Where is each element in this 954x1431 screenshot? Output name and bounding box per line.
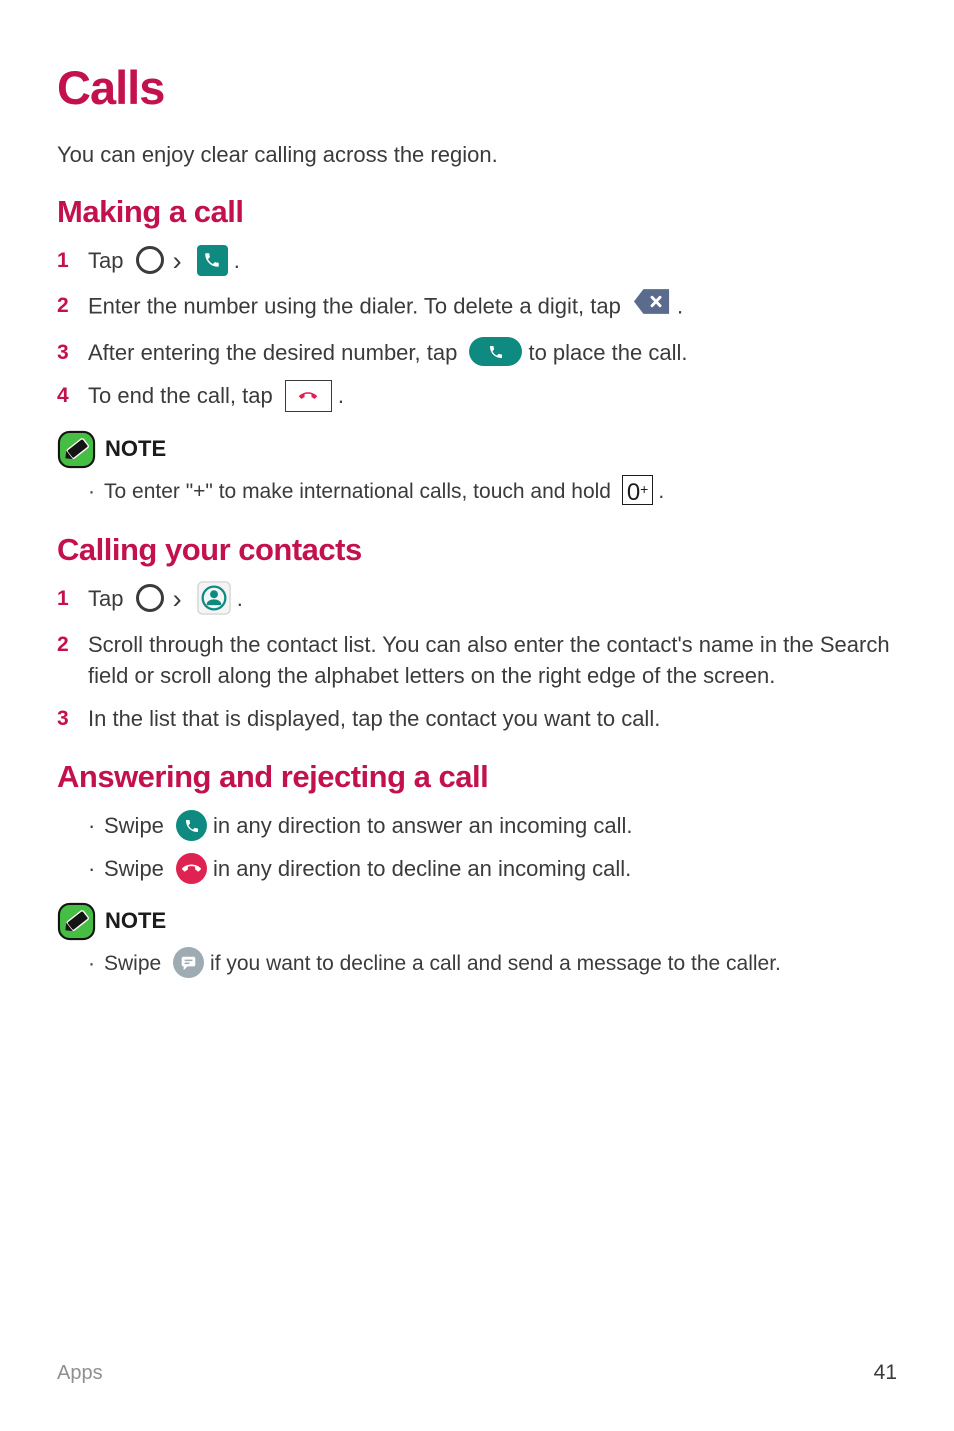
step-text-pre: Tap (88, 248, 124, 274)
bullet-text-post: in any direction to answer an incoming call. (213, 813, 633, 839)
step-text-pre: After entering the desired number, tap (88, 339, 458, 365)
chevron-right-icon: › (172, 584, 182, 615)
step-number: 3 (57, 707, 69, 731)
page-footer (57, 1361, 897, 1385)
step-text-pre: Enter the number using the dialer. To delete a digit, tap (88, 293, 621, 319)
bullet-text-pre: Swipe (104, 813, 164, 839)
key-plus-label: + (640, 481, 649, 498)
note-pencil-icon (57, 902, 96, 941)
note-item (57, 477, 897, 507)
phone-app-icon (197, 245, 228, 276)
answer-call-icon (176, 810, 207, 841)
note-header (57, 430, 897, 469)
step-number: 1 (57, 249, 69, 273)
step-text-post: . (337, 383, 344, 409)
step-number: 4 (57, 384, 69, 408)
note-item-text (104, 949, 894, 980)
note-label: NOTE (105, 908, 167, 934)
step-number: 3 (57, 340, 69, 364)
step-item (57, 703, 897, 734)
note-block (57, 902, 897, 980)
step-item (57, 337, 897, 369)
step-item (57, 245, 897, 278)
step-text: In the list that is displayed, tap the contact you want to call. (88, 706, 661, 732)
step-number: 2 (57, 293, 69, 317)
step-text-pre: To end the call, tap (88, 383, 273, 409)
page-title: Calls (57, 61, 165, 114)
chevron-right-icon: › (172, 246, 182, 277)
bullet-marker: · (88, 479, 95, 503)
note-pencil-icon (57, 430, 96, 469)
step-text-post: . (236, 586, 243, 612)
note-text-post: if you want to decline a call and send a message to the caller. (210, 951, 781, 975)
section-making-a-call (57, 195, 897, 507)
step-text (88, 583, 897, 617)
step-text: Scroll through the contact list. You can also enter the contact's name in the Search field or scroll along the alphabet letters on the right edge of the screen. (88, 632, 890, 689)
bullet-text (104, 810, 894, 843)
home-button-icon (136, 584, 164, 612)
step-item (57, 583, 897, 617)
home-button-icon (136, 246, 164, 274)
message-bubble-icon (173, 947, 204, 978)
backspace-icon (633, 288, 671, 323)
footer-page-number: 41 (873, 1361, 897, 1384)
section-heading-calling-your-contacts: Calling your contacts (57, 532, 362, 568)
section-heading-answering-rejecting: Answering and rejecting a call (57, 759, 489, 795)
bullet-text (104, 853, 894, 886)
note-text-post: . (658, 479, 665, 503)
note-text-pre: Swipe (104, 951, 162, 975)
bullet-marker: · (88, 813, 96, 839)
section-calling-your-contacts (57, 533, 897, 734)
footer-section-label: Apps (57, 1362, 103, 1384)
step-text-post: to place the call. (528, 339, 688, 365)
step-text (88, 380, 897, 413)
note-label: NOTE (105, 436, 167, 462)
bullet-text-post: in any direction to decline an incoming call. (213, 856, 632, 882)
end-call-icon (285, 380, 332, 412)
bullet-marker: · (88, 856, 96, 882)
zero-plus-key-icon (622, 475, 654, 505)
section-heading-making-a-call: Making a call (57, 194, 244, 229)
step-text (88, 337, 897, 369)
section-answering-rejecting (57, 760, 897, 979)
list-item (57, 853, 897, 886)
step-number: 1 (57, 587, 69, 611)
note-text-pre: To enter "+" to make international calls, touch and hold (104, 479, 611, 503)
note-item (57, 949, 897, 980)
step-item (57, 629, 897, 691)
step-item (57, 380, 897, 413)
contacts-app-icon (197, 581, 231, 615)
key-zero-label: 0 (626, 479, 641, 507)
step-text-post: . (676, 293, 684, 319)
bullet-text-pre: Swipe (104, 856, 164, 882)
intro-text: You can enjoy clear calling across the region. (57, 142, 498, 167)
note-block (57, 430, 897, 507)
step-text-post: . (233, 248, 240, 274)
note-header (57, 902, 897, 941)
decline-call-icon (176, 853, 207, 884)
list-item (57, 810, 897, 843)
bullet-marker: · (88, 951, 95, 975)
step-item (57, 290, 897, 325)
step-text-pre: Tap (88, 586, 124, 612)
note-item-text (104, 477, 894, 507)
call-button-icon (469, 337, 522, 366)
step-number: 2 (57, 633, 69, 657)
step-text (88, 245, 897, 278)
step-text (88, 290, 897, 325)
